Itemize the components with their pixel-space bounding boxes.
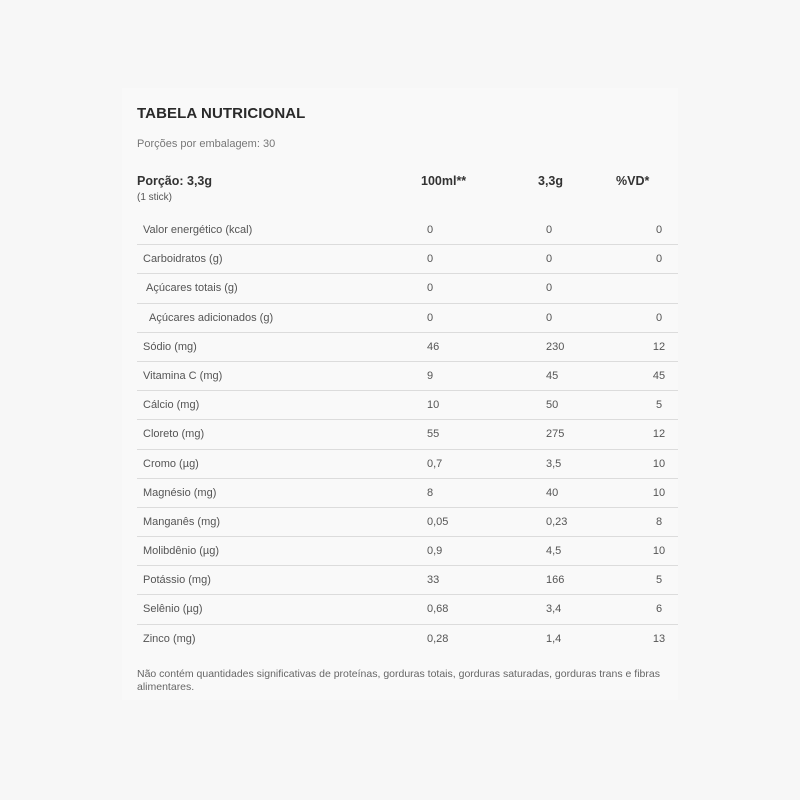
nutrient-name: Molibdênio (µg) <box>143 545 220 558</box>
table-row <box>137 391 678 420</box>
value-vd: 0 <box>655 224 663 236</box>
value-vd: 12 <box>652 428 666 441</box>
value-portion: 0 <box>546 253 553 266</box>
value-100ml: 55 <box>427 428 440 441</box>
nutrient-name: Vitamina C (mg) <box>143 369 223 382</box>
value-portion: 4,5 <box>546 545 562 558</box>
nutrient-name: Açúcares adicionados (g) <box>149 311 274 324</box>
value-portion: 0,23 <box>546 515 568 528</box>
table-row <box>137 304 678 333</box>
value-portion: 0 <box>546 311 553 324</box>
value-100ml: 0 <box>427 311 434 324</box>
nutrient-name: Sódio (mg) <box>143 340 197 353</box>
column-header-portion: 3,3g <box>538 174 564 188</box>
value-100ml: 0 <box>427 282 434 295</box>
nutrient-name: Cálcio (mg) <box>143 399 200 412</box>
value-vd: 6 <box>655 603 663 616</box>
column-header-100ml: 100ml** <box>421 174 467 188</box>
value-portion: 166 <box>546 574 565 587</box>
table-row <box>137 274 678 303</box>
value-100ml: 10 <box>427 399 440 412</box>
nutrition-table <box>137 216 678 654</box>
value-vd: 5 <box>655 574 663 587</box>
value-portion: 275 <box>546 428 565 441</box>
value-vd: 8 <box>655 515 663 528</box>
value-portion: 45 <box>546 369 559 382</box>
value-portion: 230 <box>546 340 565 353</box>
value-100ml: 0,68 <box>427 603 449 616</box>
portion-subheader: (1 stick) <box>137 192 172 203</box>
value-vd: 45 <box>652 369 666 382</box>
table-row <box>137 333 678 362</box>
table-row <box>137 479 678 508</box>
value-100ml: 0,7 <box>427 457 443 470</box>
value-100ml: 0 <box>427 253 434 266</box>
table-row <box>137 508 678 537</box>
value-100ml: 33 <box>427 574 440 587</box>
value-vd: 0 <box>655 311 663 324</box>
table-row <box>137 216 678 245</box>
value-vd: 12 <box>652 340 666 353</box>
value-portion: 1,4 <box>546 632 562 645</box>
value-portion: 3,5 <box>546 457 562 470</box>
table-row <box>137 625 678 654</box>
nutrient-name: Carboidratos (g) <box>143 253 223 266</box>
nutrient-name: Cloreto (mg) <box>143 428 205 441</box>
value-vd: 10 <box>652 545 666 558</box>
value-100ml: 8 <box>427 486 434 499</box>
value-100ml: 46 <box>427 340 440 353</box>
table-row <box>137 245 678 274</box>
portion-header: Porção: 3,3g <box>137 174 213 188</box>
table-row <box>137 420 678 449</box>
nutrient-name: Manganês (mg) <box>143 515 221 528</box>
nutrient-name: Potássio (mg) <box>143 574 211 587</box>
value-portion: 50 <box>546 399 559 412</box>
value-100ml: 0,9 <box>427 545 443 558</box>
value-vd: 13 <box>652 632 666 645</box>
value-portion: 3,4 <box>546 603 562 616</box>
nutrient-name: Açúcares totais (g) <box>146 282 238 295</box>
value-vd: 5 <box>655 399 663 412</box>
column-header-vd: %VD* <box>616 174 650 188</box>
table-title: TABELA NUTRICIONAL <box>137 105 306 122</box>
table-row <box>137 595 678 624</box>
value-vd: 10 <box>652 457 666 470</box>
value-100ml: 0,28 <box>427 632 449 645</box>
value-vd: 10 <box>652 486 666 499</box>
table-row <box>137 537 678 566</box>
footnote: Não contém quantidades significativas de proteínas, gorduras totais, gorduras saturadas, gorduras trans e fibras alimentares. <box>137 668 660 693</box>
table-row <box>137 362 678 391</box>
value-vd: 0 <box>655 253 663 266</box>
value-100ml: 0,05 <box>427 515 449 528</box>
nutrient-name: Selênio (µg) <box>143 603 203 616</box>
value-100ml: 9 <box>427 369 434 382</box>
table-row <box>137 450 678 479</box>
value-100ml: 0 <box>427 224 434 236</box>
value-portion: 40 <box>546 486 559 499</box>
nutrient-name: Cromo (µg) <box>143 457 199 470</box>
value-portion: 0 <box>546 224 553 236</box>
nutrient-name: Magnésio (mg) <box>143 486 217 499</box>
nutrient-name: Zinco (mg) <box>143 632 196 645</box>
servings-per-package: Porções por embalagem: 30 <box>137 138 276 150</box>
value-portion: 0 <box>546 282 553 295</box>
nutrient-name: Valor energético (kcal) <box>143 224 253 236</box>
table-row <box>137 566 678 595</box>
